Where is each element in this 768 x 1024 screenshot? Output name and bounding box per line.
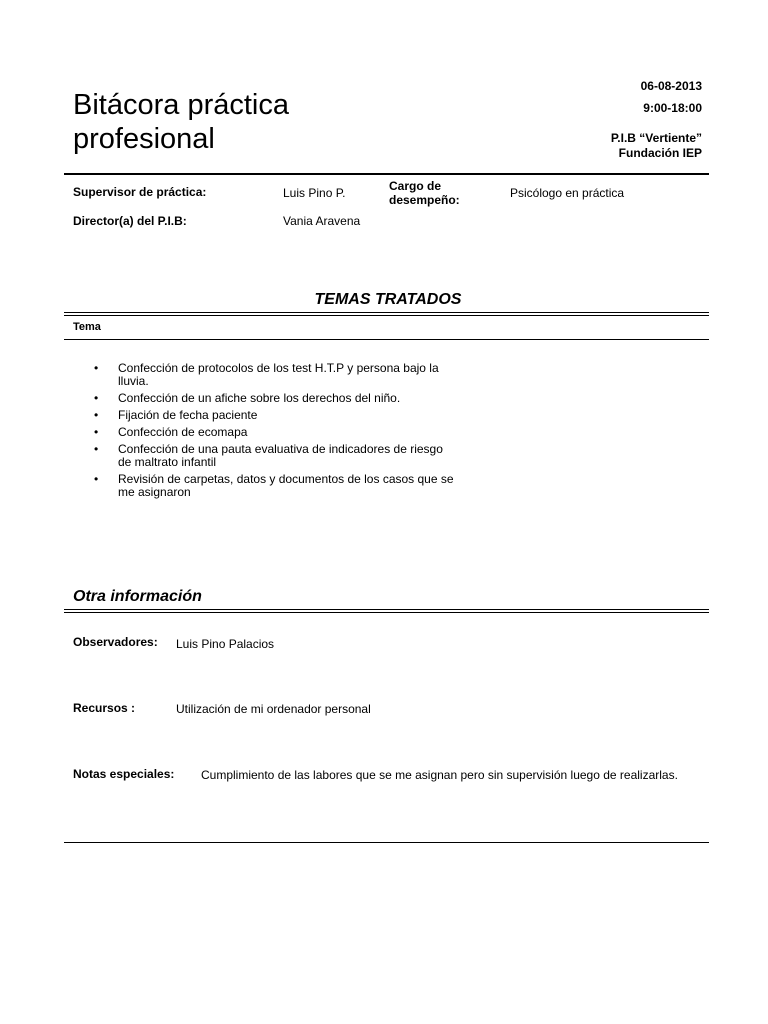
tema-item-line-1: Confección de una pauta evaluativa de indicadores de riesgo: [118, 442, 443, 456]
otra-rule-2: [64, 612, 709, 613]
notas-value: Cumplimiento de las labores que se me asignan pero sin supervisión luego de realizarlas.: [201, 768, 678, 782]
temas-rule-bottom: [64, 339, 709, 340]
bullet-icon: •: [94, 391, 99, 405]
tema-item-line-1: Confección de protocolos de los test H.T.P y persona bajo la: [118, 361, 439, 375]
bullet-icon: •: [94, 472, 99, 486]
cargo-label-line-1: Cargo de: [389, 179, 442, 193]
time-text: 9:00-18:00: [643, 101, 702, 115]
temas-rule-top-2: [64, 315, 709, 316]
temas-rule-top-1: [64, 312, 709, 313]
bullet-icon: •: [94, 361, 99, 375]
tema-list-item: [94, 362, 474, 388]
tema-list-item: [94, 473, 474, 499]
tema-item-line-2: lluvia.: [118, 374, 149, 388]
director-value: Vania Aravena: [283, 214, 361, 228]
observadores-label: Observadores:: [73, 635, 158, 649]
bullet-icon: •: [94, 408, 99, 422]
tema-list-item: [94, 426, 474, 439]
program-text: P.I.B “Vertiente”: [610, 131, 702, 145]
tema-list-item: [94, 409, 474, 422]
recursos-label: Recursos :: [73, 701, 136, 715]
notas-label: Notas especiales:: [73, 767, 175, 781]
date-text: 06-08-2013: [640, 79, 702, 93]
otra-section-title: Otra información: [73, 588, 202, 605]
footer-divider: [64, 842, 709, 843]
director-label: Director(a) del P.I.B:: [73, 214, 187, 228]
supervisor-label: Supervisor de práctica:: [73, 185, 207, 199]
cargo-label: [389, 179, 460, 207]
tema-item-line-2: de maltrato infantil: [118, 455, 217, 469]
tema-item-line-2: me asignaron: [118, 485, 191, 499]
supervisor-value: Luis Pino P.: [283, 186, 346, 200]
tema-item-line-1: Revisión de carpetas, datos y documentos de los casos que se: [118, 472, 454, 486]
tema-column-header: Tema: [73, 321, 101, 333]
observadores-value: Luis Pino Palacios: [176, 637, 275, 651]
tema-list-item: [94, 443, 474, 469]
header-divider: [64, 173, 709, 175]
institution-text: Fundación IEP: [618, 146, 702, 160]
recursos-value: Utilización de mi ordenador personal: [176, 702, 371, 716]
document-title: [73, 88, 513, 156]
title-line-2: profesional: [73, 123, 215, 155]
temas-section-title: TEMAS TRATADOS: [314, 291, 462, 308]
bullet-icon: •: [94, 442, 99, 456]
tema-list-item: [94, 392, 474, 405]
bullet-icon: •: [94, 425, 99, 439]
temas-list: [94, 362, 474, 503]
cargo-label-line-2: desempeño:: [389, 193, 460, 207]
title-line-1: Bitácora práctica: [73, 89, 289, 121]
otra-rule-1: [64, 609, 709, 610]
cargo-value: Psicólogo en práctica: [510, 186, 625, 200]
tema-item-line-1: Confección de un afiche sobre los derechos del niño.: [118, 391, 401, 405]
tema-item-line-1: Fijación de fecha paciente: [118, 408, 258, 422]
tema-item-line-1: Confección de ecomapa: [118, 425, 248, 439]
